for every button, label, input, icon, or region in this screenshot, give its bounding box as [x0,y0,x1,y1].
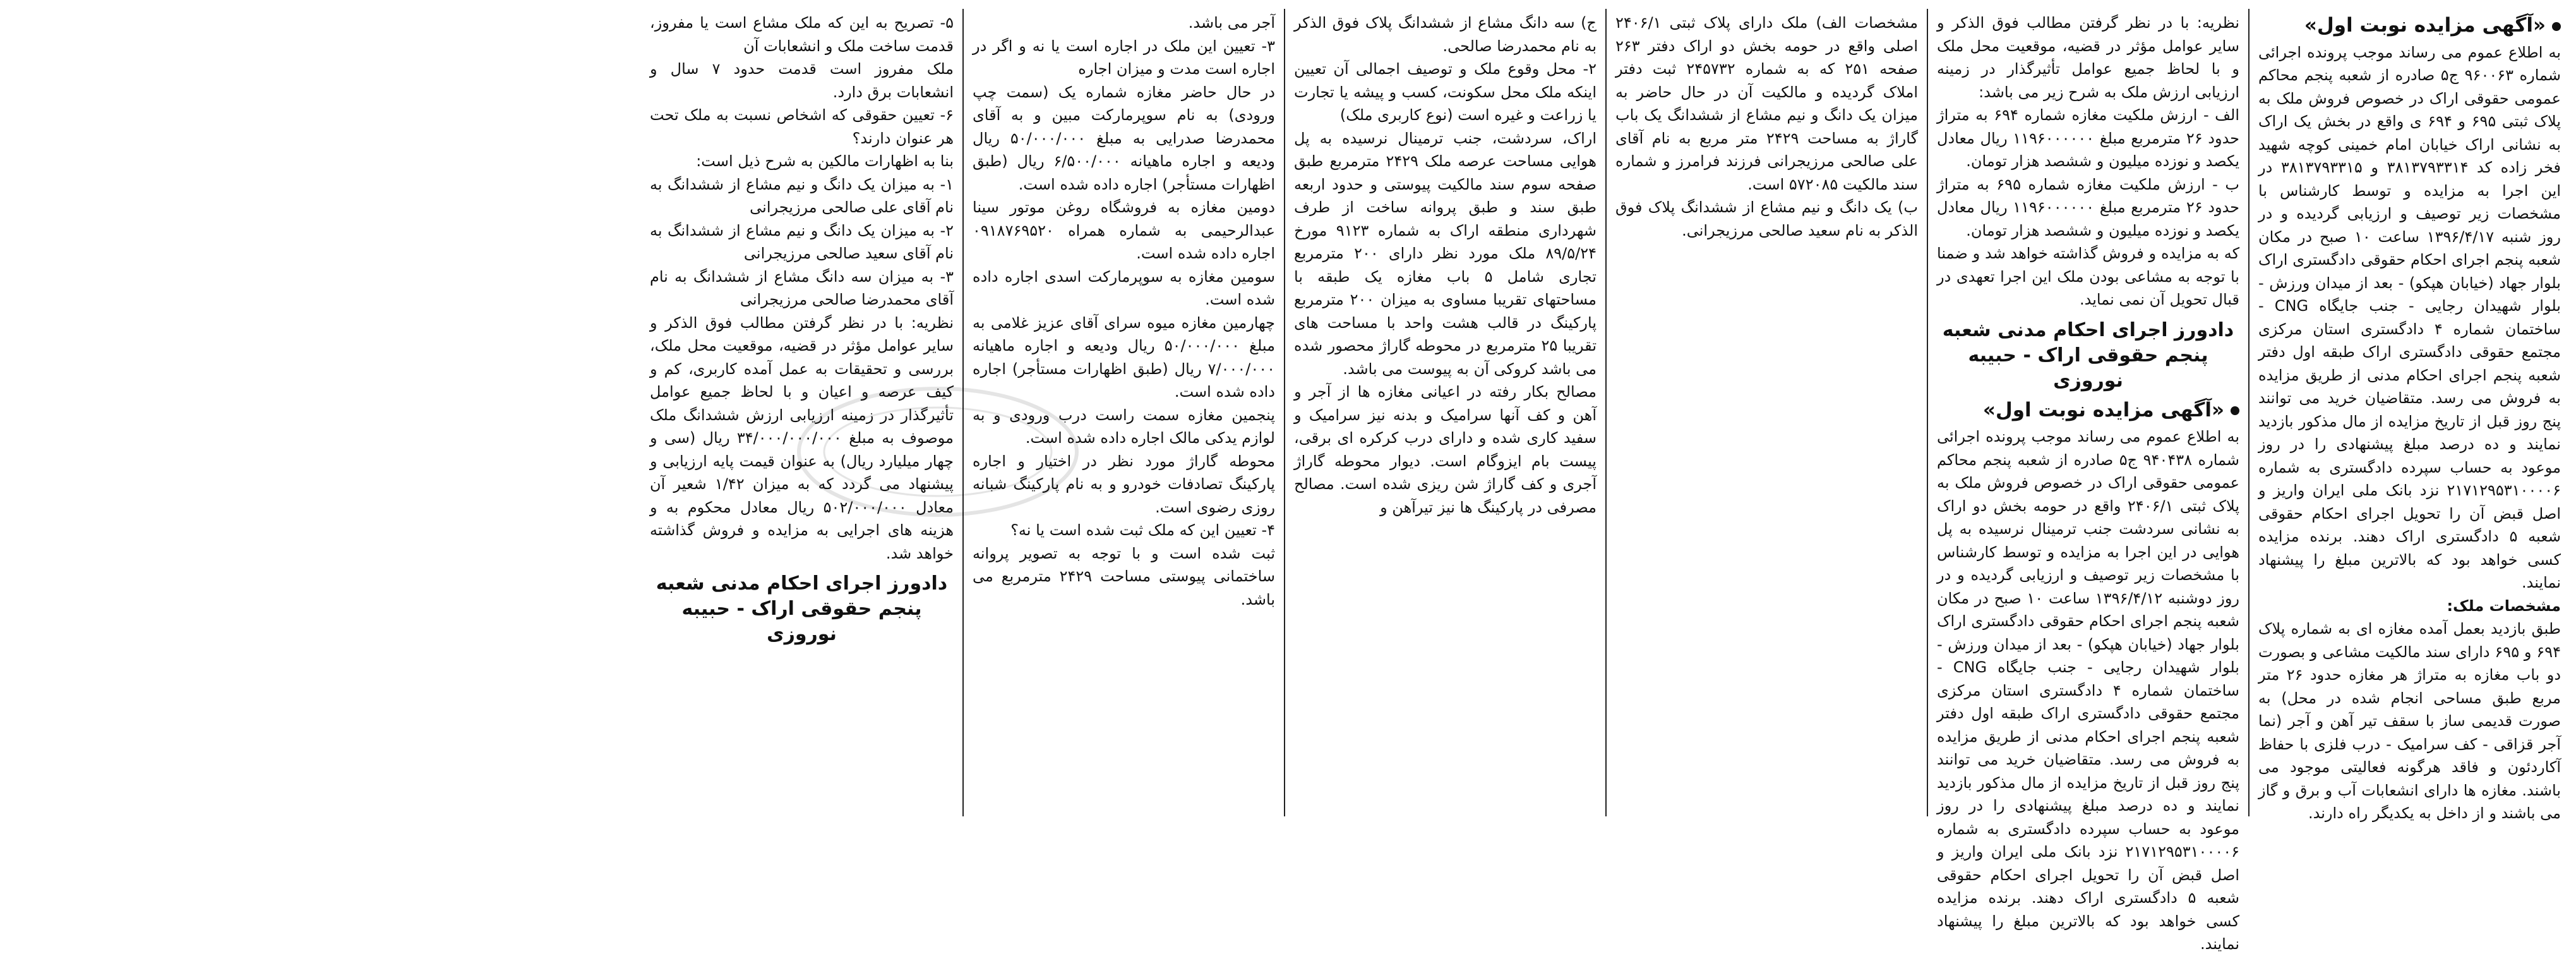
ad2-rent-6: محوطه گاراژ مورد نظر در اختیار و اجاره پارکینگ تصادفات خودرو و به نام پارکینگ شبانه روزی رضوی است. [973,452,1275,516]
ad1-title [2258,14,2561,37]
ad2-owner-3: ۳- به میزان سه دانگ مشاع از ششدانگ به نام آقای محمدرضا صالحی مرزیجرانی [650,267,954,308]
ad2-specs-b: ب) یک دانگ و نیم مشاع از ششدانگ پلاک فوق الذکر به نام سعید صالحی مرزیجرانی. [1615,198,1918,239]
ad2-cont-1: آجر می باشد. [1188,14,1275,32]
ad2-intro: به اطلاع عموم می رساند موجب پرونده اجرائی شماره ۹۴۰۴۳۸ ج۵ صادره از شعبه پنجم محاکم عمومی حقوقی اراک در خصوص فروش ملک به پلاک ثبتی ۲۴۰۶/۱ واقع در حومه بخش دو اراک به نشانی سردشت جنب ترمینال نرسیده به پل هوایی در این اجرا به مزایده و توسط کارشناس با مشخصات زیر توصیف و ارزیابی گردیده و در روز دوشنبه ۱۳۹۶/۴/۱۲ ساعت ۱۰ صبح در مکان شعبه پنجم اجرای احکام حقوقی دادگستری اراک بلوار جهاد (خیابان هپکو) - بعد از میدان ورزش - بلوار شهیدان رجایی - جنب جایگاه CNG - ساختمان شماره ۴ دادگستری استان مرکزی مجتمع حقوقی دادگستری اراک طبقه اول دفتر شعبه پنجم اجرای احکام مدنی از طریق مزایده به فروش می رسد. متقاضیان خرید می توانند پنج روز قبل از تاریخ مزایده از مال مذکور بازدید نمایند و ده درصد مبلغ پیشنهادی را در روز موعود به حساب سپرده دادگستری به شماره ۲۱۷۱۲۹۵۳۱۰۰۰۰۶ نزد بانک ملی ایران واریز و اصل قبض آن را تحویل اجرای احکام حقوقی شعبه ۵ دادگستری اراک دهند. برنده مزایده کسی خواهد بود که بالاترین مبلغ را پیشنهاد نمایند. [1937,428,2240,953]
ad2-opinion: نظریه: با در نظر گرفتن مطالب فوق الذکر و سایر عوامل مؤثر در قضیه، موقعیت محل ملک، بررسی و تحقیقات به عمل آمده کاربری، کم و کیف عرصه و اعیان و با لحاظ جمیع عوامل تأثیرگذار در زمینه ارزیابی ارزش ششدانگ ملک موصوف به مبلغ ۳۴/۰۰۰/۰۰۰/۰۰۰ ریال (سی و چهار میلیارد ریال) به عنوان قیمت پایه ارزیابی و پیشنهاد می گردد که به میزان ۱/۴۲ شعیر آن معادل ۵۰۲/۰۰۰/۰۰۰ ریال معادل محکوم به و هزینه های اجرایی به مزایده و فروش گذاشته خواهد شد. [650,313,954,562]
ad2-rent-2: دومین مغازه به فروشگاه روغن موتور سینا عبدالرحیمی به شماره همراه ۰۹۱۸۷۶۹۵۲۰ اجاره داده شده است. [973,198,1275,262]
column-3 [1605,9,1927,816]
ad2-shared-heading: ۵- تصریح به این که ملک مشاع است یا مفروز، قدمت ساخت ملک و انشعابات آن [650,14,954,55]
ad2-rent-5: پنجمین مغازه سمت راست درب ورودی و به لوازم یدکی مالک اجاره داده شده است. [973,406,1275,447]
bullet-icon [2552,22,2561,31]
bullet-icon [2231,406,2239,415]
ad2-rent-1: در حال حاضر مغازه شماره یک (سمت چپ ورودی) به نام سوپرمارکت مبین و به آقای محمدرضا صدرایی به مبلغ ۵۰/۰۰۰/۰۰۰ ریال ودیعه و اجاره ماهیانه ۶/۵۰۰/۰۰۰ ریال (طبق اظهارات مستأجر) اجاره داده شده است. [973,83,1275,193]
ad1-specs-text: طبق بازدید بعمل آمده مغازه ای به شماره پلاک ۶۹۴ و ۶۹۵ دارای سند مالکیت مشاعی و بصورت دو باب مغازه به متراژ هر مغازه حدود ۲۶ متر مربع طبق مساحی انجام شده در محل) به صورت قدیمی ساز با سقف تیر آهن و آجر (نما آجر قزاقی - کف سرامیک - درب فلزی با حفاظ آکاردئون و فاقد هرگونه فعالیتی موجود می باشند. مغازه ها دارای انشعابات آب و برق و گاز می باشند و از داخل به یکدیگر راه دارند. [2258,620,2561,822]
column-1 [2248,9,2570,822]
ad1-value-a: الف - ارزش ملکیت مغازه شماره ۶۹۴ به متراژ حدود ۲۶ مترمربع مبلغ ۱۱۹۶۰۰۰۰۰۰ ریال معادل یکصد و نوزده میلیون و ششصد هزار تومان. [1937,106,2240,170]
ad2-materials: مصالح بکار رفته در اعیانی مغازه ها از آجر و آهن و کف آنها سرامیک و بدنه نیز سرامیک و سفید کاری شده و دارای درب کرکره ای برقی، پیست بام ایزوگام است. دیوار محوطه گاراژ آجری و کف گاراژ شن ریزی شده است. مصالح مصرفی در پارکینگ ها نیز تیرآهن و [1294,383,1597,516]
ad2-owner-2: ۲- به میزان یک دانگ و نیم مشاع از ششدانگ به نام آقای سعید صالحی مرزیجرانی [650,221,954,262]
column-6 [641,9,962,816]
ad2-location-heading: ۲- محل وقوع ملک و توصیف اجمالی آن تعیین اینکه ملک محل سکونت، کسب و پیشه یا تجارت یا زراعت و غیره است (نوع کاربری ملک) [1294,60,1597,124]
ad1-intro: به اطلاع عموم می رساند موجب پرونده اجرائی شماره ۹۶۰۰۶۳ ج۵ صادره از شعبه پنجم محاکم عمومی حقوقی اراک در خصوص فروش ملک به پلاک ثبتی ۶۹۵ و ۶۹۴ ی واقع در بخش یک اراک به نشانی اراک خیابان امام خمینی کوچه شهید فخر زاده کد ۳۸۱۳۷۹۳۳۱۴ و ۳۸۱۳۷۹۳۳۱۵ در این اجرا به مزایده و توسط کارشناس با مشخصات زیر توصیف و ارزیابی گردیده و در روز شنبه ۱۳۹۶/۴/۱۷ ساعت ۱۰ صبح در مکان شعبه پنجم اجرای احکام حقوقی دادگستری اراک بلوار جهاد (خیابان هپکو) - بعد از میدان ورزش - بلوار شهیدان رجایی - جنب جایگاه CNG - ساختمان شماره ۴ دادگستری استان مرکزی مجتمع حقوقی دادگستری اراک طبقه اول دفتر شعبه پنجم اجرای احکام مدنی از طریق مزایده به فروش می رسد. متقاضیان خرید می توانند پنج روز قبل از تاریخ مزایده از مال مذکور بازدید نمایند و ده درصد مبلغ پیشنهادی را در روز موعود به حساب سپرده دادگستری به شماره ۲۱۷۱۲۹۵۳۱۰۰۰۰۶ نزد بانک ملی ایران واریز و اصل قبض آن را تحویل اجرای احکام حقوقی شعبه ۵ دادگستری اراک دهند. برنده مزایده کسی خواهد بود که بالاترین مبلغ را پیشنهاد نمایند. [2258,43,2561,591]
column-4 [1284,9,1605,816]
ad2-location-text: اراک، سردشت، جنب ترمینال نرسیده به پل هوایی مساحت عرصه ملک ۲۴۲۹ مترمربع طبق صفحه سوم سند مالکیت پیوستی و حدود اربعه طبق سند و طبق پروانه ساخت از طرف شهرداری منطقه اراک به شماره ۹۱۲۳ مورخ ۸۹/۵/۲۴ ملک مورد نظر دارای ۲۰۰ مترمربع تجاری شامل ۵ باب مغازه یک طبقه با مساحتهای تقریبا مساوی به میزان ۲۰۰ مترمربع پارکینگ در قالب هشت واحد با مساحت های تقریبا ۲۵ مترمربع در محوطه گاراژ محصور شده می باشد کروکی آن به پیوست می باشد. [1294,129,1597,378]
ad1-signature: دادورز اجرای احکام مدنی شعبه پنجم حقوقی اراک - حبیبه نوروزی [1942,318,2234,392]
column-5 [962,9,1284,816]
ad2-shared-text: ملک مفروز است قدمت حدود ۷ سال و انشعابات برق دارد. [650,60,954,101]
ad2-rights-intro: بنا به اظهارات مالکین به شرح ذیل است: [696,152,954,170]
ad2-rent-4: چهارمین مغازه میوه سرای آقای عزیز غلامی به مبلغ ۵۰/۰۰۰/۰۰۰ ریال ودیعه و اجاره ماهیانه ۷/۰۰۰/۰۰۰ ریال (طبق اظهارات مستأجر) اجاره داده شده است. [973,313,1275,401]
ad1-note: که به مزایده و فروش گذاشته خواهد شد و ضمنا با توجه به مشاعی بودن ملک این اجرا تعهدی در قبال تحویل آن نمی نماید. [1937,245,2239,308]
ad1-opinion: نظریه: با در نظر گرفتن مطالب فوق الذکر و سایر عوامل مؤثر در قضیه، موقعیت محل ملک و با لحاظ جمیع عوامل تأثیرگذار در زمینه ارزیابی ارزش ملک به شرح زیر می باشد: [1937,14,2239,101]
ad1-title-text: «آگهی مزایده نوبت اول» [2304,14,2546,37]
ad2-owner-1: ۱- به میزان یک دانگ و نیم مشاع از ششدانگ به نام آقای علی صالحی مرزیجرانی [650,175,954,216]
ad2-registration-text: ثبت شده است و با توجه به تصویر پروانه ساختمانی پیوستی مساحت ۲۴۲۹ مترمربع می باشد. [973,544,1275,608]
column-2 [1927,9,2248,953]
ad2-rent-3: سومین مغازه به سوپرمارکت اسدی اجاره داده شده است. [973,267,1275,308]
ad2-rent-heading: ۳- تعیین این ملک در اجاره است یا نه و اگر در اجاره است مدت و میزان اجاره [973,37,1275,78]
ad2-specs-a: مشخصات الف) ملک دارای پلاک ثبتی ۲۴۰۶/۱ اصلی واقع در حومه بخش دو اراک دفتر ۲۶۳ صفحه ۲۵۱ که به شماره ۲۴۵۷۳۲ ثبت دفتر املاک گردیده و مالکیت آن در حال حاضر به میزان یک دانگ و نیم مشاع از ششدانگ یک باب گاراژ به مساحت ۲۴۲۹ متر مربع به نام آقای علی صالحی مرزیجرانی فرزند فرامرز و شماره سند مالکیت ۵۷۲۰۸۵ است. [1615,14,1919,193]
ad2-rights-heading: ۶- تعیین حقوقی که اشخاص نسبت به ملک تحت هر عنوان دارند؟ [650,106,954,147]
ad2-signature: دادورز اجرای احکام مدنی شعبه پنجم حقوقی اراک - حبیبه نوروزی [656,572,948,645]
ad2-title [1937,399,2239,422]
ad2-specs-c: ج) سه دانگ مشاع از ششدانگ پلاک فوق الذکر به نام محمدرضا صالحی. [1294,14,1597,55]
ad1-value-b: ب - ارزش ملکیت مغازه شماره ۶۹۵ به متراژ حدود ۲۶ مترمربع مبلغ ۱۱۹۶۰۰۰۰۰۰ ریال معادل یکصد و نوزده میلیون و ششصد هزار تومان. [1937,175,2240,239]
ad1-specs-heading: مشخصات ملک: [2447,596,2561,615]
ad2-title-text: «آگهی مزایده نوبت اول» [1982,398,2224,421]
ad2-registration-heading: ۴- تعیین این که ملک ثبت شده است یا نه؟ [1010,521,1275,539]
